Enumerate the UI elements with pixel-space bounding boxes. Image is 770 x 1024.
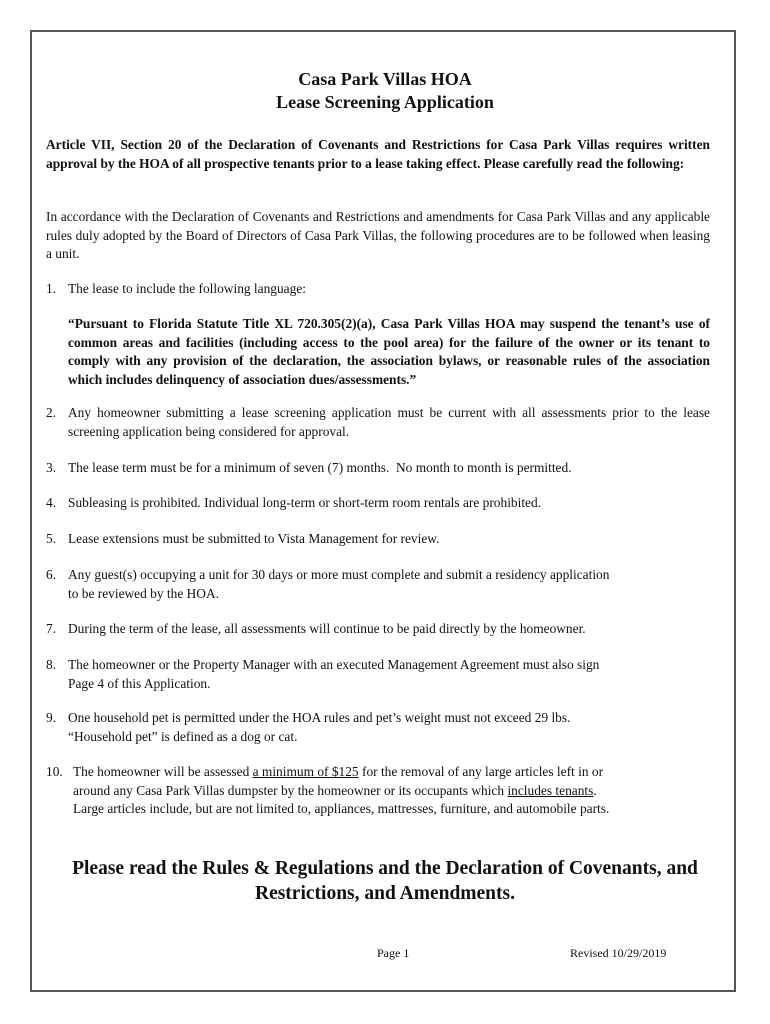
revision-date: Revised 10/29/2019	[570, 946, 667, 960]
item-text: Any homeowner submitting a lease screening application must be current with all assessments prior to the lease screening application being considered for approval.	[68, 405, 710, 439]
item-number: 1.	[46, 281, 57, 296]
includes-tenants-underline: includes tenants	[507, 782, 594, 798]
item-number: 8.	[46, 657, 57, 672]
item-text: Subleasing is prohibited. Individual long-term or short-term room rentals are prohibited.	[68, 495, 542, 510]
item-text: During the term of the lease, all assessments will continue to be paid directly by the homeowner.	[68, 621, 586, 636]
document-subtitle: Lease Screening Application	[276, 92, 494, 112]
item-number: 2.	[46, 405, 57, 420]
item-text: Any guest(s) occupying a unit for 30 days or more must complete and submit a residency application to be reviewed by the HOA.	[68, 567, 610, 601]
document-page	[30, 30, 736, 992]
item-text: Lease extensions must be submitted to Vista Management for review.	[68, 531, 440, 546]
page-number: Page 1	[377, 946, 410, 960]
item-number: 9.	[46, 710, 57, 725]
closing-notice: Please read the Rules & Regulations and the Declaration of Covenants, and Restrictions, and Amendments.	[72, 858, 698, 904]
item-text: The homeowner will be assessed a minimum of $125 for the removal of any large articles left in or around any Casa Park Villas dumpster by the homeowner or its occupants which includes tenants. Large articles include, but are not limited to, appliances, mattresses, furniture, and automobile parts.	[73, 764, 610, 816]
item-text: The lease to include the following language:	[68, 281, 306, 296]
item-number: 7.	[46, 621, 57, 636]
item-text: The homeowner or the Property Manager with an executed Management Agreement must also sign Page 4 of this Application.	[68, 657, 600, 691]
item-number: 6.	[46, 567, 57, 582]
item-text: The lease term must be for a minimum of seven (7) months. No month to month is permitted.	[68, 460, 572, 475]
article-notice: Article VII, Section 20 of the Declaration of Covenants and Restrictions for Casa Park Villas requires written approval by the HOA of all prospective tenants prior to a lease taking effect. Please carefully read the following:	[46, 137, 710, 171]
item-number: 10.	[46, 764, 63, 779]
item-number: 5.	[46, 531, 57, 546]
minimum-fee-underline: a minimum of $125	[252, 764, 359, 779]
item-text: One household pet is permitted under the HOA rules and pet’s weight must not exceed 29 lbs. “Household pet” is defined as a dog or cat.	[68, 710, 571, 744]
item-number: 3.	[46, 460, 57, 475]
item-number: 4.	[46, 495, 57, 510]
document-title: Casa Park Villas HOA	[298, 69, 472, 89]
statute-quote: “Pursuant to Florida Statute Title XL 720.305(2)(a), Casa Park Villas HOA may suspend the tenant’s use of common areas and facilities (including access to the pool area) for the failure of the owner or its tenant to comply with any provision of the declaration, the association bylaws, or reasonable rules of the association which includes delinquency of association dues/assessments.”	[68, 316, 710, 387]
intro-paragraph: In accordance with the Declaration of Covenants and Restrictions and amendments for Casa Park Villas and any applicable rules duly adopted by the Board of Directors of Casa Park Villas, the following procedures are to be followed when leasing a unit.	[46, 209, 710, 261]
